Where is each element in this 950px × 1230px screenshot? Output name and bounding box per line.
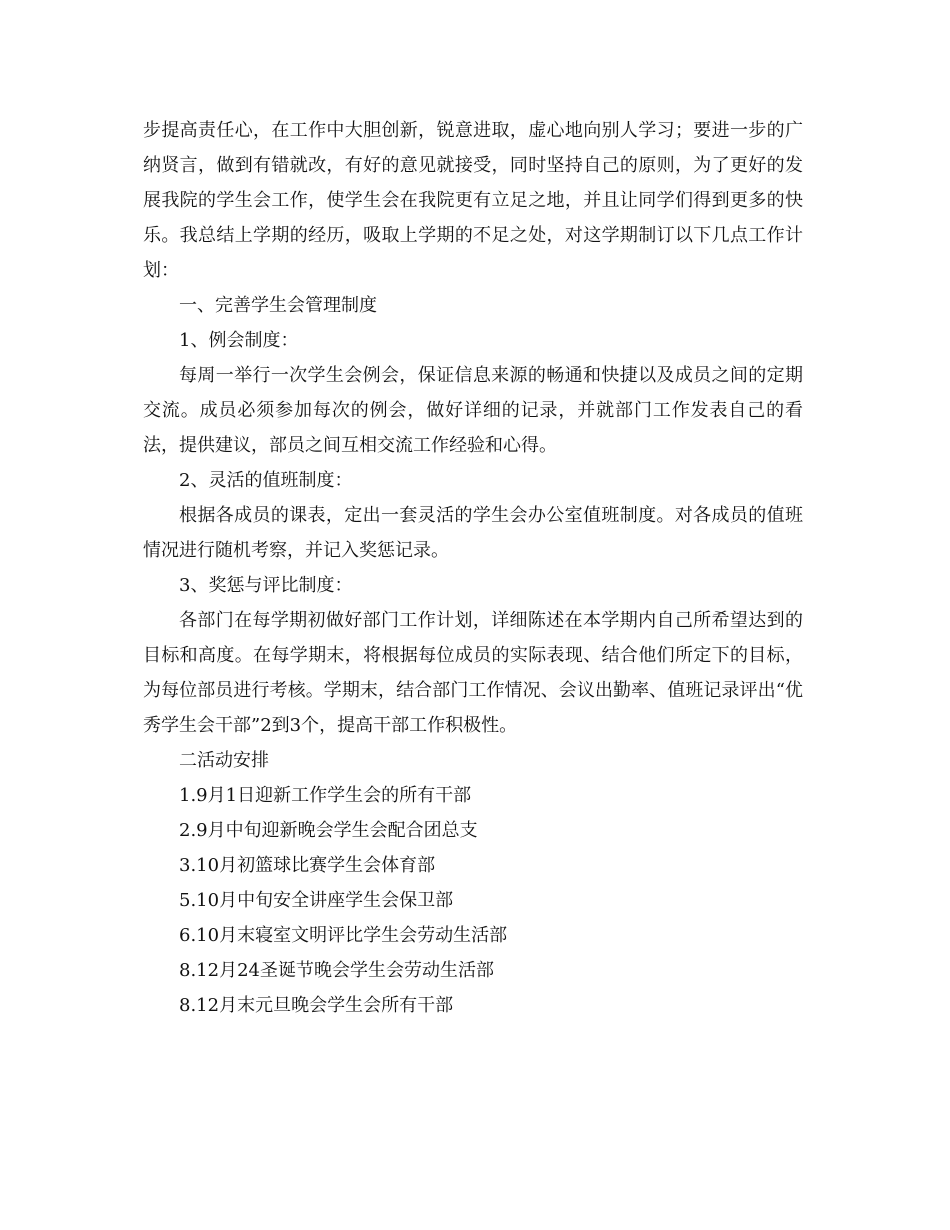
item-body-meeting: 每周一举行一次学生会例会，保证信息来源的畅通和快捷以及成员之间的定期交流。成员必须参加每次的例会，做好详细的记录，并就部门工作发表自己的看法，提供建议，部员之间互相交流工作经验和心得。: [143, 365, 803, 456]
activity-item: 2.9月中旬迎新晚会学生会配合团总支: [179, 820, 478, 841]
activity-item: 1.9月1日迎新工作学生会的所有干部: [179, 785, 472, 806]
section-heading-activities: 二活动安排: [179, 750, 269, 771]
activity-item: 3.10月初篮球比赛学生会体育部: [179, 855, 436, 876]
document-body: [143, 113, 803, 1023]
activity-item: 8.12月24圣诞节晚会学生会劳动生活部: [179, 960, 494, 981]
item-heading-evaluation: 3、奖惩与评比制度：: [179, 575, 353, 596]
item-body-evaluation: 各部门在每学期初做好部门工作计划，详细陈述在本学期内自己所希望达到的目标和高度。在每学期末，将根据每位成员的实际表现、结合他们所定下的目标，为每位部员进行考核。学期末，结合部门工作情况、会议出勤率、值班记录评出“优秀学生会干部”2到3个，提高干部工作积极性。: [143, 610, 803, 736]
item-body-duty: 根据各成员的课表，定出一套灵活的学生会办公室值班制度。对各成员的值班情况进行随机考察，并记入奖惩记录。: [143, 505, 803, 561]
activity-item: 5.10月中旬安全讲座学生会保卫部: [179, 890, 454, 911]
activity-item: 8.12月末元旦晚会学生会所有干部: [179, 995, 454, 1016]
item-heading-meeting: 1、例会制度：: [179, 330, 299, 351]
intro-paragraph: 步提高责任心，在工作中大胆创新，锐意进取，虚心地向别人学习；要进一步的广纳贤言，做到有错就改，有好的意见就接受，同时坚持自己的原则，为了更好的发展我院的学生会工作，使学生会在我院更有立足之地，并且让同学们得到更多的快乐。我总结上学期的经历，吸取上学期的不足之处，对这学期制订以下几点工作计划：: [143, 120, 803, 281]
activity-item: 6.10月末寝室文明评比学生会劳动生活部: [179, 925, 508, 946]
item-heading-duty: 2、灵活的值班制度：: [179, 470, 353, 491]
section-heading-management: 一、完善学生会管理制度: [179, 295, 377, 316]
